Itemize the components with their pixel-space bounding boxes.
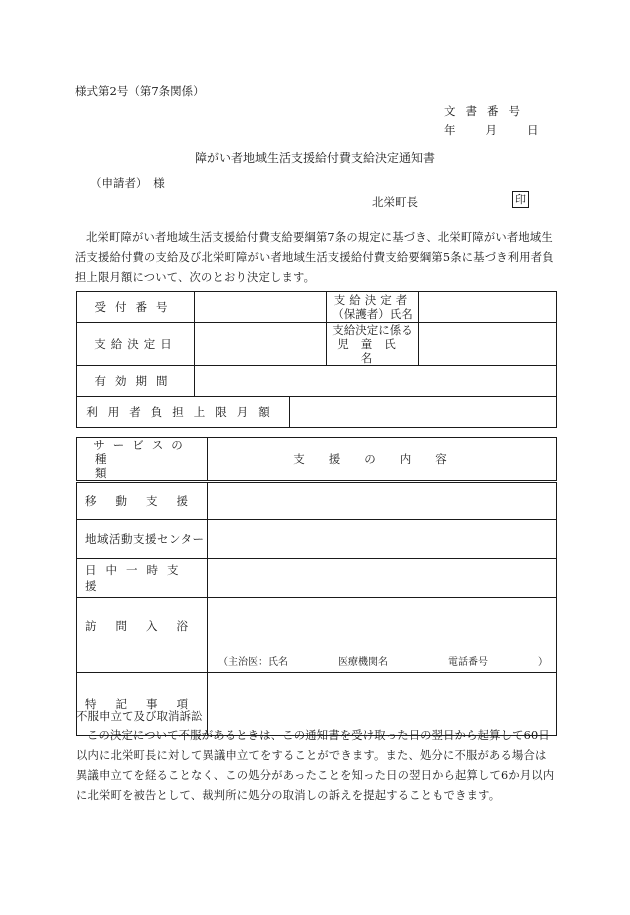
bath-note-institution: 医療機関名 [338,657,388,668]
form-code: 様式第2号（第7条関係） [75,84,205,98]
monthly-cap-label: 利用者負担上限月額 [77,397,290,428]
decision-recipient-label-1: 支給決定者 [333,293,412,307]
decision-date-value[interactable] [195,323,327,366]
decision-recipient-value[interactable] [419,292,557,323]
valid-period-value[interactable] [195,366,557,397]
service-row-bathing: 訪問入浴 [77,598,208,673]
seal-stamp-box: 印 [512,191,529,208]
service-type-header [77,438,208,482]
service-content-bathing[interactable] [208,598,557,673]
decision-recipient-label [327,292,419,323]
bath-note-close: ） [538,657,548,668]
objection-title: 不服申立て及び取消訴訟 [76,709,203,723]
service-type-header-1: サービスの [93,438,191,452]
child-name-label [327,323,419,366]
service-type-header-2: 種類 [95,452,153,480]
date-month: 月 [485,123,497,137]
receipt-number-value[interactable] [195,292,327,323]
service-content-mobility[interactable] [208,482,557,520]
service-content-daytime[interactable] [208,559,557,598]
child-name-label-2: 児童氏名 [337,337,408,365]
valid-period-label: 有効期間 [77,366,195,397]
child-name-label-1: 支給決定に係る [332,323,413,337]
document-date [444,122,539,138]
applicant-line: （申請者） 様 [90,176,165,190]
objection-body: この決定について不服があるときは、この通知書を受け取った日の翌日から起算して60日以内に北栄町長に対して異議申立てをすることができます。また、処分に不服がある場合は異議申立てを経ることなく、この処分があったことを知った日の翌日から起算して6か月以内に北栄町を被告として、裁判所に処分の取消しの訴えを提起することもできます。 [76,729,555,802]
service-content-activity-center[interactable] [208,520,557,559]
issuer-name: 北栄町長 [372,195,418,209]
bath-note-phone: 電話番号 [448,657,488,668]
document-number-label: 文書番号 [444,104,530,118]
service-row-daytime: 日中一時支援 [77,559,208,598]
child-name-value[interactable] [419,323,557,366]
service-table [76,437,557,736]
monthly-cap-value[interactable] [290,397,557,428]
document-title: 障がい者地域生活支援給付費支給決定通知書 [194,151,435,165]
support-content-header: 支援の内容 [208,438,557,482]
service-row-remarks: 特記事項 [77,673,208,736]
decision-table [76,291,557,428]
decision-recipient-label-2: （保護者）氏名 [332,307,413,321]
bath-note-open: （主治医：氏名 [218,657,288,668]
service-row-activity-center: 地域活動支援センター [77,520,208,559]
service-row-mobility: 移動支援 [77,482,208,520]
receipt-number-label: 受付番号 [77,292,195,323]
date-year: 年 [444,123,456,137]
decision-date-label: 支給決定日 [77,323,195,366]
intro-paragraph: 北栄町障がい者地域生活支援給付費支給要綱第7条の規定に基づき、北栄町障がい者地域生活支援給付費の支給及び北栄町障がい者地域生活支援給付費支給要綱第5条に基づき利用者負担上限月額について、次のとおり決定します。 [75,231,554,284]
date-day: 日 [527,123,539,137]
